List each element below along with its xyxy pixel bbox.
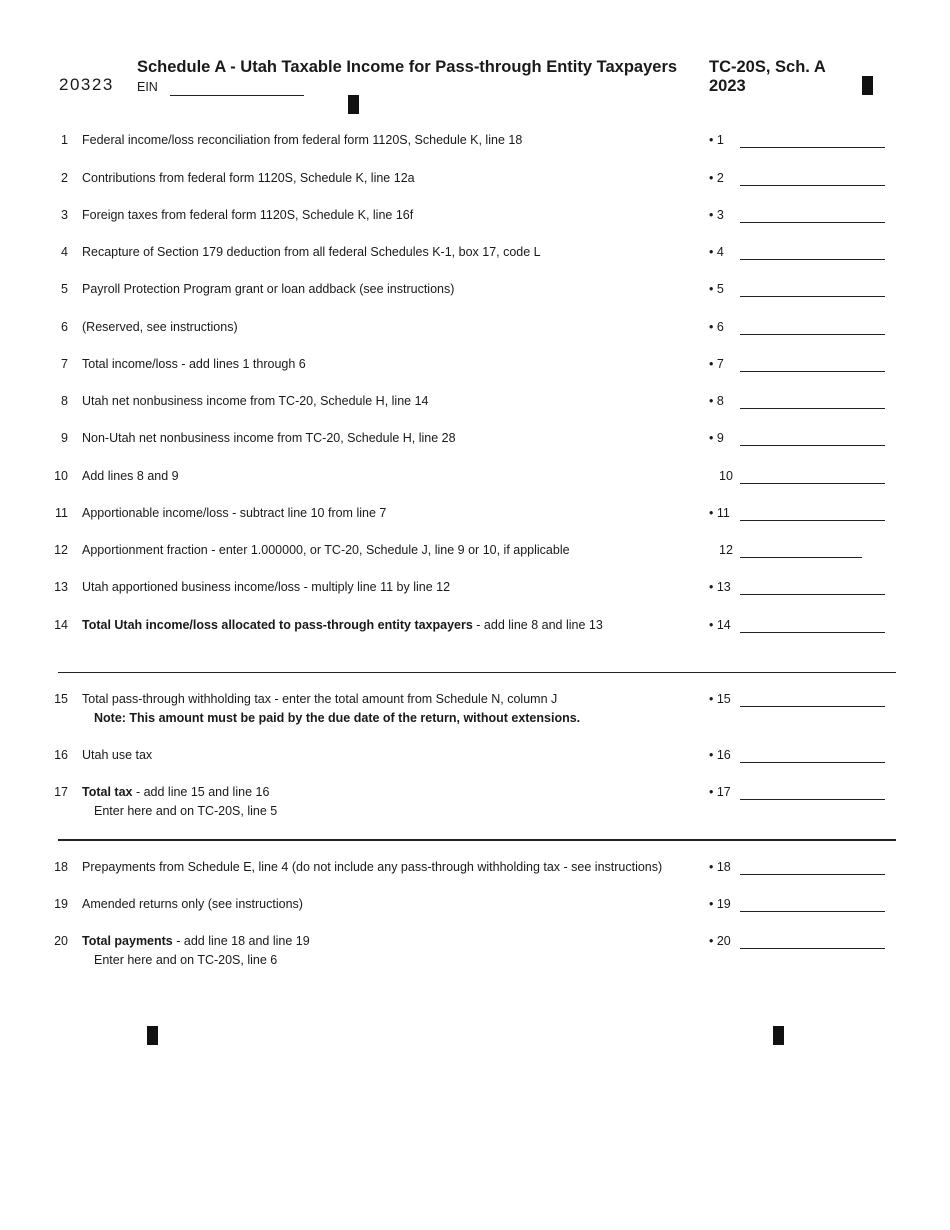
line-row-4	[0, 245, 950, 263]
line-note: Note: This amount must be paid by the due date of the return, without extensions.	[94, 711, 581, 725]
form-code: 20323	[59, 75, 114, 94]
line-reference: • 19	[709, 897, 731, 911]
line-number: 18	[54, 860, 68, 874]
line-number: 15	[54, 692, 68, 706]
section-divider	[58, 672, 896, 673]
line-14-amount-field[interactable]	[740, 632, 885, 633]
line-4-amount-field[interactable]	[740, 259, 885, 260]
line-reference: • 9	[709, 431, 724, 445]
line-row-20	[0, 934, 950, 967]
line-9-amount-field[interactable]	[740, 445, 885, 446]
line-15-amount-field[interactable]	[740, 706, 885, 707]
line-reference: • 6	[709, 320, 724, 334]
line-reference: • 18	[709, 860, 731, 874]
line-reference: • 11	[709, 506, 730, 520]
line-1-amount-field[interactable]	[740, 147, 885, 148]
line-row-15	[0, 692, 950, 725]
line-row-8	[0, 394, 950, 412]
line-description: Add lines 8 and 9	[82, 469, 179, 483]
registration-mark	[862, 76, 873, 95]
line-number: 12	[54, 543, 68, 557]
line-description: Utah use tax	[82, 748, 153, 762]
line-12-fraction-field[interactable]	[740, 557, 862, 558]
line-row-10	[0, 469, 950, 487]
line-number: 2	[61, 171, 68, 185]
line-number: 4	[61, 245, 68, 259]
line-number: 19	[54, 897, 68, 911]
line-number: 7	[61, 357, 68, 371]
line-number: 6	[61, 320, 68, 334]
line-row-9	[0, 431, 950, 449]
line-reference: • 15	[709, 692, 731, 706]
page-title: Schedule A - Utah Taxable Income for Pass-through Entity Taxpayers	[137, 58, 678, 76]
line-description-bold: Total tax	[82, 785, 133, 799]
line-description: Recapture of Section 179 deduction from all federal Schedules K-1, box 17, code L	[82, 245, 541, 259]
line-description: Apportionment fraction - enter 1.000000, or TC-20, Schedule J, line 9 or 10, if applicable	[82, 543, 570, 557]
line-reference: • 14	[709, 618, 731, 632]
line-number: 16	[54, 748, 68, 762]
line-row-17	[0, 785, 950, 818]
line-row-5	[0, 282, 950, 300]
line-reference: • 3	[709, 208, 724, 222]
line-row-16	[0, 748, 950, 766]
line-description: (Reserved, see instructions)	[82, 320, 238, 334]
line-row-1	[0, 133, 950, 151]
line-instruction: Enter here and on TC-20S, line 5	[94, 804, 278, 818]
line-reference: 12	[719, 543, 733, 557]
line-number: 14	[54, 618, 68, 632]
line-reference: • 1	[709, 133, 724, 147]
line-description	[82, 785, 269, 799]
registration-mark	[773, 1026, 784, 1045]
line-description	[82, 934, 310, 948]
line-description-rest: - add line 15 and line 16	[132, 785, 270, 799]
line-6-amount-field[interactable]	[740, 334, 885, 335]
line-instruction: Enter here and on TC-20S, line 6	[94, 953, 278, 967]
line-reference: • 16	[709, 748, 731, 762]
line-11-amount-field[interactable]	[740, 520, 885, 521]
line-number: 5	[61, 282, 68, 296]
line-reference: • 5	[709, 282, 724, 296]
line-number: 10	[54, 469, 68, 483]
line-description: Utah apportioned business income/loss - multiply line 11 by line 12	[82, 580, 451, 594]
line-reference: • 20	[709, 934, 731, 948]
line-row-6	[0, 320, 950, 338]
line-reference: 10	[719, 469, 733, 483]
line-number: 1	[61, 133, 68, 147]
line-reference: • 17	[709, 785, 731, 799]
line-row-7	[0, 357, 950, 375]
line-number: 9	[61, 431, 68, 445]
line-reference: • 8	[709, 394, 724, 408]
form-id: TC-20S, Sch. A	[709, 58, 826, 76]
line-number: 3	[61, 208, 68, 222]
form-year: 2023	[709, 77, 746, 95]
line-number: 11	[55, 506, 68, 520]
registration-mark	[147, 1026, 158, 1045]
line-description: Apportionable income/loss - subtract line 10 from line 7	[82, 506, 387, 520]
line-5-amount-field[interactable]	[740, 296, 885, 297]
line-description: Total pass-through withholding tax - enter the total amount from Schedule N, column J	[82, 692, 558, 706]
line-description: Contributions from federal form 1120S, Schedule K, line 12a	[82, 171, 415, 185]
line-description-rest: - add line 18 and line 19	[172, 934, 310, 948]
line-number: 20	[54, 934, 68, 948]
line-description	[82, 618, 603, 632]
line-8-amount-field[interactable]	[740, 408, 885, 409]
line-reference: • 13	[709, 580, 731, 594]
line-row-13	[0, 580, 950, 598]
line-description: Non-Utah net nonbusiness income from TC-20, Schedule H, line 28	[82, 431, 456, 445]
line-description: Federal income/loss reconciliation from federal form 1120S, Schedule K, line 18	[82, 133, 523, 147]
line-3-amount-field[interactable]	[740, 222, 885, 223]
line-description: Payroll Protection Program grant or loan addback (see instructions)	[82, 282, 455, 296]
line-row-3	[0, 208, 950, 226]
section-divider	[58, 839, 896, 841]
line-description: Utah net nonbusiness income from TC-20, Schedule H, line 14	[82, 394, 429, 408]
line-16-amount-field[interactable]	[740, 762, 885, 763]
line-row-19	[0, 897, 950, 915]
line-number: 17	[54, 785, 68, 799]
registration-mark	[348, 95, 359, 114]
line-row-2	[0, 171, 950, 189]
line-description: Amended returns only (see instructions)	[82, 897, 303, 911]
line-row-12	[0, 543, 950, 561]
line-2-amount-field[interactable]	[740, 185, 885, 186]
line-row-18	[0, 860, 950, 878]
line-reference: • 2	[709, 171, 724, 185]
ein-label: EIN	[137, 80, 158, 94]
line-20-amount-field[interactable]	[740, 948, 885, 949]
line-reference: • 4	[709, 245, 724, 259]
ein-field[interactable]	[170, 95, 304, 96]
line-description: Prepayments from Schedule E, line 4 (do not include any pass-through withholding tax - see instructions)	[82, 860, 663, 874]
line-row-11	[0, 506, 950, 524]
line-description-bold: Total Utah income/loss allocated to pass-through entity taxpayers	[82, 618, 473, 632]
line-18-amount-field[interactable]	[740, 874, 885, 875]
line-description-bold: Total payments	[82, 934, 173, 948]
line-row-14	[0, 618, 950, 636]
line-13-amount-field[interactable]	[740, 594, 885, 595]
line-19-amount-field[interactable]	[740, 911, 885, 912]
line-17-amount-field[interactable]	[740, 799, 885, 800]
line-10-amount-field[interactable]	[740, 483, 885, 484]
line-number: 8	[61, 394, 68, 408]
line-description: Total income/loss - add lines 1 through 6	[82, 357, 306, 371]
line-reference: • 7	[709, 357, 724, 371]
line-number: 13	[54, 580, 68, 594]
line-description-rest: - add line 8 and line 13	[472, 618, 603, 632]
line-description: Foreign taxes from federal form 1120S, Schedule K, line 16f	[82, 208, 414, 222]
line-7-amount-field[interactable]	[740, 371, 885, 372]
